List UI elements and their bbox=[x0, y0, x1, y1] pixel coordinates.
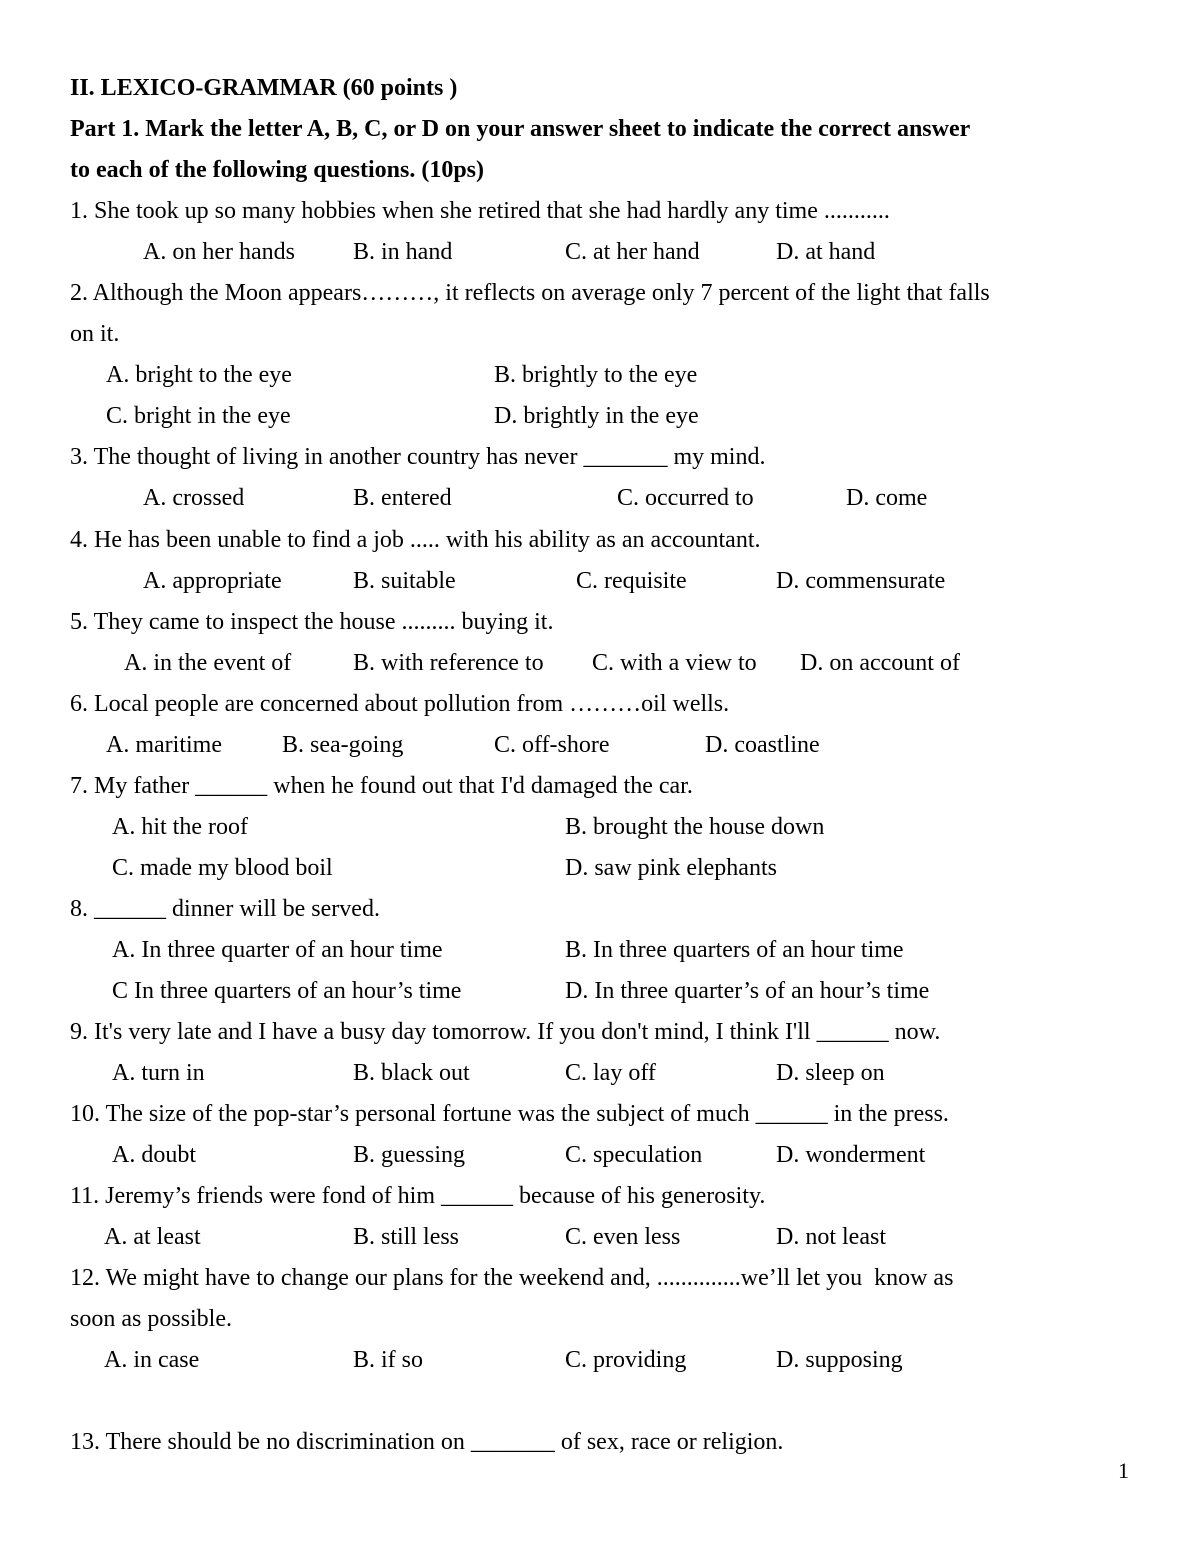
question-4-option-a: A. appropriate bbox=[143, 568, 282, 594]
question-2-option-c: C. bright in the eye bbox=[106, 403, 291, 429]
question-7-option-d: D. saw pink elephants bbox=[565, 855, 777, 881]
question-11-option-d: D. not least bbox=[776, 1224, 886, 1250]
question-13-stem: 13. There should be no discrimination on _______ of sex, race or religion. bbox=[70, 1429, 784, 1455]
question-5-option-a: A. in the event of bbox=[124, 650, 292, 676]
question-4-stem: 4. He has been unable to find a job ..... with his ability as an accountant. bbox=[70, 527, 761, 553]
question-7-stem: 7. My father ______ when he found out that I'd damaged the car. bbox=[70, 773, 693, 799]
question-12-stem-line-1: 12. We might have to change our plans for the weekend and, ..............we’ll let you know as bbox=[70, 1265, 954, 1291]
question-3-option-d: D. come bbox=[846, 485, 928, 511]
question-10-option-c: C. speculation bbox=[565, 1142, 703, 1168]
question-11-option-b: B. still less bbox=[353, 1224, 460, 1250]
question-8-option-b: B. In three quarters of an hour time bbox=[565, 937, 904, 963]
question-9-option-a: A. turn in bbox=[112, 1060, 205, 1086]
question-2-option-b: B. brightly to the eye bbox=[494, 362, 698, 388]
question-5-option-b: B. with reference to bbox=[353, 650, 544, 676]
question-12-option-c: C. providing bbox=[565, 1347, 687, 1373]
question-1-option-a: A. on her hands bbox=[143, 239, 295, 265]
question-5-option-d: D. on account of bbox=[800, 650, 960, 676]
question-12-stem-line-2: soon as possible. bbox=[70, 1306, 232, 1332]
question-6-option-c: C. off-shore bbox=[494, 732, 610, 758]
question-12-option-b: B. if so bbox=[353, 1347, 424, 1373]
question-2-stem-line-2: on it. bbox=[70, 321, 120, 347]
question-11-stem: 11. Jeremy’s friends were fond of him ______ because of his generosity. bbox=[70, 1183, 766, 1209]
question-3-option-b: B. entered bbox=[353, 485, 452, 511]
question-10-option-a: A. doubt bbox=[112, 1142, 196, 1168]
question-10-stem: 10. The size of the pop-star’s personal fortune was the subject of much ______ in the press. bbox=[70, 1101, 949, 1127]
question-2-option-d: D. brightly in the eye bbox=[494, 403, 699, 429]
question-8-stem: 8. ______ dinner will be served. bbox=[70, 896, 380, 922]
question-3-option-c: C. occurred to bbox=[617, 485, 754, 511]
question-10-option-d: D. wonderment bbox=[776, 1142, 926, 1168]
question-4-option-c: C. requisite bbox=[576, 568, 687, 594]
page-number: 1 bbox=[1118, 1458, 1129, 1483]
question-7-option-c: C. made my blood boil bbox=[112, 855, 333, 881]
question-5-option-c: C. with a view to bbox=[592, 650, 757, 676]
question-9-option-d: D. sleep on bbox=[776, 1060, 885, 1086]
section-title: II. LEXICO-GRAMMAR (60 points ) bbox=[70, 75, 458, 101]
question-7-option-a: A. hit the roof bbox=[112, 814, 248, 840]
question-2-stem-line-1: 2. Although the Moon appears………, it reflects on average only 7 percent of the light that falls bbox=[70, 280, 990, 306]
question-1-option-b: B. in hand bbox=[353, 239, 453, 265]
question-12-option-a: A. in case bbox=[104, 1347, 200, 1373]
question-3-stem: 3. The thought of living in another country has never _______ my mind. bbox=[70, 444, 766, 470]
question-1-option-c: C. at her hand bbox=[565, 239, 700, 265]
question-1-stem: 1. She took up so many hobbies when she retired that she had hardly any time ........... bbox=[70, 198, 890, 224]
question-3-option-a: A. crossed bbox=[143, 485, 245, 511]
question-11-option-a: A. at least bbox=[104, 1224, 201, 1250]
question-1-option-d: D. at hand bbox=[776, 239, 876, 265]
part1-instruction-line-2: to each of the following questions. (10ps) bbox=[70, 157, 485, 183]
question-6-option-b: B. sea-going bbox=[282, 732, 404, 758]
question-9-option-b: B. black out bbox=[353, 1060, 470, 1086]
question-6-option-d: D. coastline bbox=[705, 732, 820, 758]
question-11-option-c: C. even less bbox=[565, 1224, 681, 1250]
question-12-option-d: D. supposing bbox=[776, 1347, 903, 1373]
question-5-stem: 5. They came to inspect the house ......... buying it. bbox=[70, 609, 554, 635]
question-4-option-b: B. suitable bbox=[353, 568, 456, 594]
question-7-option-b: B. brought the house down bbox=[565, 814, 825, 840]
question-8-option-d: D. In three quarter’s of an hour’s time bbox=[565, 978, 930, 1004]
question-9-stem: 9. It's very late and I have a busy day tomorrow. If you don't mind, I think I'll ______ now. bbox=[70, 1019, 941, 1045]
question-2-option-a: A. bright to the eye bbox=[106, 362, 292, 388]
question-6-option-a: A. maritime bbox=[106, 732, 222, 758]
question-4-option-d: D. commensurate bbox=[776, 568, 946, 594]
question-8-option-a: A. In three quarter of an hour time bbox=[112, 937, 443, 963]
question-8-option-c: C In three quarters of an hour’s time bbox=[112, 978, 462, 1004]
part1-instruction-line-1: Part 1. Mark the letter A, B, C, or D on your answer sheet to indicate the correct answer bbox=[70, 116, 971, 142]
question-6-stem: 6. Local people are concerned about pollution from ………oil wells. bbox=[70, 691, 730, 717]
question-10-option-b: B. guessing bbox=[353, 1142, 466, 1168]
question-9-option-c: C. lay off bbox=[565, 1060, 656, 1086]
